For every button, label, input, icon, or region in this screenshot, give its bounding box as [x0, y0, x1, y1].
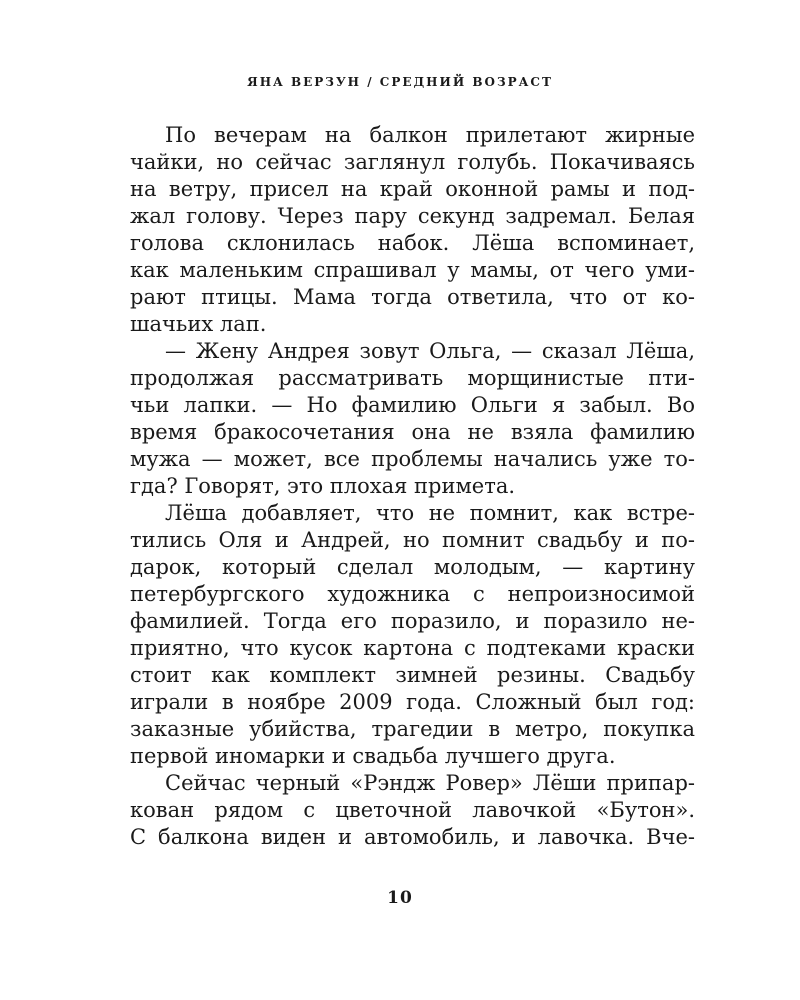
text-line: Сейчас черный «Рэндж Ровер» Лёши припар-	[165, 771, 695, 795]
text-line: чьи лапки. — Но фамилию Ольги я забыл. Во	[130, 393, 695, 417]
text-line: время бракосочетания она не взяла фамилию	[130, 420, 695, 444]
text-line: голова склонилась набок. Лёша вспоминает,	[130, 231, 695, 255]
running-header: ЯНА ВЕРЗУН / СРЕДНИЙ ВОЗРАСТ	[247, 75, 553, 89]
text-line: кован рядом с цветочной лавочкой «Бутон».	[130, 798, 695, 822]
text-line: Лёша добавляет, что не помнит, как встре-	[165, 501, 695, 525]
text-line: приятно, что кусок картона с подтеками краски	[130, 636, 695, 660]
text-line: на ветру, присел на край оконной рамы и под-	[130, 177, 695, 201]
text-line: шачьих лап.	[130, 312, 267, 336]
text-line: тились Оля и Андрей, но помнит свадьбу и по-	[130, 528, 695, 552]
text-line: гда? Говорят, это плохая примета.	[130, 474, 516, 498]
text-line: — Жену Андрея зовут Ольга, — сказал Лёша,	[165, 339, 695, 363]
body-text	[130, 122, 695, 851]
text-line: первой иномарки и свадьба лучшего друга.	[130, 744, 616, 768]
page-number: 10	[387, 888, 413, 908]
text-line: петербургского художника с непроизносимой	[130, 582, 695, 606]
text-line: стоит как комплект зимней резины. Свадьбу	[130, 663, 695, 687]
text-line: чайки, но сейчас заглянул голубь. Покачиваясь	[130, 150, 695, 174]
text-line: мужа — может, все проблемы начались уже то-	[130, 447, 695, 471]
text-line: По вечерам на балкон прилетают жирные	[165, 123, 695, 147]
text-line: жал голову. Через пару секунд задремал. Белая	[130, 204, 695, 228]
text-line: С балкона виден и автомобиль, и лавочка. Вче-	[130, 825, 695, 849]
text-line: заказные убийства, трагедии в метро, покупка	[130, 717, 695, 741]
text-line: дарок, который сделал молодым, — картину	[130, 555, 695, 579]
text-line: играли в ноябре 2009 года. Сложный был год:	[130, 690, 695, 714]
text-line: рают птицы. Мама тогда ответила, что от ко-	[130, 285, 695, 309]
text-line: фамилией. Тогда его поразило, и поразило не-	[130, 609, 695, 633]
text-line: продолжая рассматривать морщинистые пти-	[130, 366, 695, 390]
text-line: как маленьким спрашивал у мамы, от чего уми-	[130, 258, 695, 282]
